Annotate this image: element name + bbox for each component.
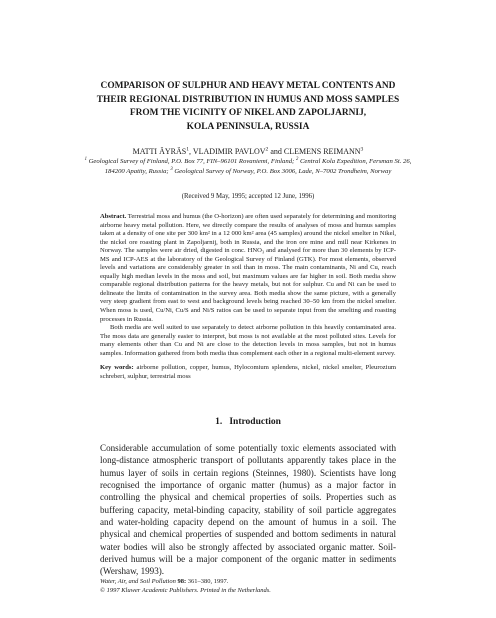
title-line: KOLA PENINSULA, RUSSIA bbox=[186, 121, 310, 132]
title-line: FROM THE VICINITY OF NIKEL AND ZAPOLJARNIJ, bbox=[129, 108, 367, 119]
title-line: THEIR REGIONAL DISTRIBUTION IN HUMUS AND MOSS SAMPLES bbox=[96, 94, 400, 105]
abstract bbox=[100, 213, 396, 381]
affiliation-marker: 3 bbox=[170, 166, 173, 172]
section-heading bbox=[60, 416, 436, 428]
affiliation-marker: 1 bbox=[186, 146, 189, 153]
section-title: Introduction bbox=[229, 417, 281, 427]
author-name: MATTI ÄYRÄS bbox=[132, 147, 187, 156]
affiliation-text: Central Kola Expedition, Fersman St. 26, 184200 Apatity, Russia; bbox=[104, 158, 412, 175]
abstract-paragraph: Both media are well suited to use separately to detect airborne pollution in this heavily contaminated area. The moss data are generally easier to interpret, but moss is not available at the most polluted sites. Levels for many elements other than Cu and Ni are close to the detection levels in moss samples, but not in humus samples. Information gathered from both media thus complement each other in a regional multi-element survey. bbox=[100, 324, 396, 357]
affiliation-text: Geological Survey of Norway, P.O. Box 3006, Lade, N–7002 Trondheim, Norway bbox=[172, 167, 392, 175]
affiliation-marker: 2 bbox=[265, 146, 269, 153]
received-dates: (Received 9 May, 1995; accepted 12 June, 1996) bbox=[181, 193, 315, 200]
affiliation-marker: 2 bbox=[295, 156, 299, 162]
intro-paragraph: Considerable accumulation of some potentially toxic elements associated with long-distance atmospheric transport of pollutants apparently takes place in the humus layer of soils in certain regions (Steinnes, 1980). Scientists have long recognised the importance of organic matter (humus) as a major factor in controlling the physical and chemical properties of soils. Properties such as buffering capacity, metal-binding capacity, stability of soil particle aggregates and water-holding capacity depend on the amount of humus in a soil. The physical and chemical properties of suspended and bottom sediments in natural water bodies will also be strongly affected by associated organic matter. Soil-derived humus will be a major component of the organic matter in sediments (Wershaw, 1993). bbox=[100, 443, 396, 577]
keywords bbox=[100, 364, 396, 381]
copyright-line: © 1997 Kluwer Academic Publishers. Printed in the Netherlands. bbox=[100, 587, 271, 594]
abstract-text: Terrestrial moss and humus (the O-horizon) are often used separately for determining and monitoring airborne heavy metal pollution. Here, we directly compare the results of analyses of moss and humus samples taken at a density of one site per 300 km² in a 12 000 km² area (45 samples) around the nickel smelter in Nikel, the nickel ore roasting plant in Zapoljarnij, both in Russia, and the iron ore mine and mill near Kirkenes in Norway. The samples were air dried, digested in conc. HNO₃ and analysed for more than 30 elements by ICP-MS and ICP-AES at the laboratory of the Geological Survey of Finland (GTK). For most elements, observed levels and variations are considerably greater in soil than in moss. The main contaminants, Ni and Cu, reach equally high median levels in the moss and soil, but maximum values are far higher in soil. Both media show comparable regional distribution patterns for the heavy metals, but not for sulphur. Cu and Ni can be used to delineate the limits of contamination in the survey area. Both media show the same picture, with a generally very steep gradient from east to west and background levels being reached 30–50 km from the nickel smelter. When moss is used, Cu/Ni, Cu/S and Ni/S ratios can be used to separate input from the smelting and roasting processes in Russia. bbox=[100, 213, 396, 323]
abstract-paragraph bbox=[100, 213, 396, 324]
author-name: and CLEMENS REIMANN bbox=[268, 147, 361, 156]
journal-name: Water, Air, and Soil Pollution bbox=[100, 578, 176, 585]
page-footer bbox=[100, 577, 396, 595]
keywords-text: airborne pollution, copper, humus, Hylocomium splendens, nickel, nickel smelter, Pleurozium schreberi, sulphur, terrestrial moss bbox=[100, 364, 396, 380]
section-number: 1. bbox=[215, 417, 223, 427]
journal-pages: 361–380, 1997. bbox=[186, 578, 229, 585]
author-name: , VLADIMIR PAVLOV bbox=[189, 147, 266, 156]
journal-volume: 98: bbox=[175, 578, 187, 585]
abstract-label: Abstract. bbox=[100, 213, 127, 220]
title-line: COMPARISON OF SULPHUR AND HEAVY METAL CONTENTS AND bbox=[100, 81, 396, 91]
citation-line bbox=[100, 577, 396, 586]
author-list bbox=[60, 147, 436, 157]
keywords-label: Key words: bbox=[100, 364, 134, 372]
paper-title bbox=[60, 80, 436, 134]
affiliation-marker: 3 bbox=[360, 146, 364, 153]
affiliations bbox=[80, 157, 416, 176]
affiliation-text: Geological Survey of Finland, P.O. Box 77, FIN–96101 Rovaniemi, Finland; bbox=[86, 158, 296, 165]
affiliation-marker: 1 bbox=[84, 156, 87, 162]
